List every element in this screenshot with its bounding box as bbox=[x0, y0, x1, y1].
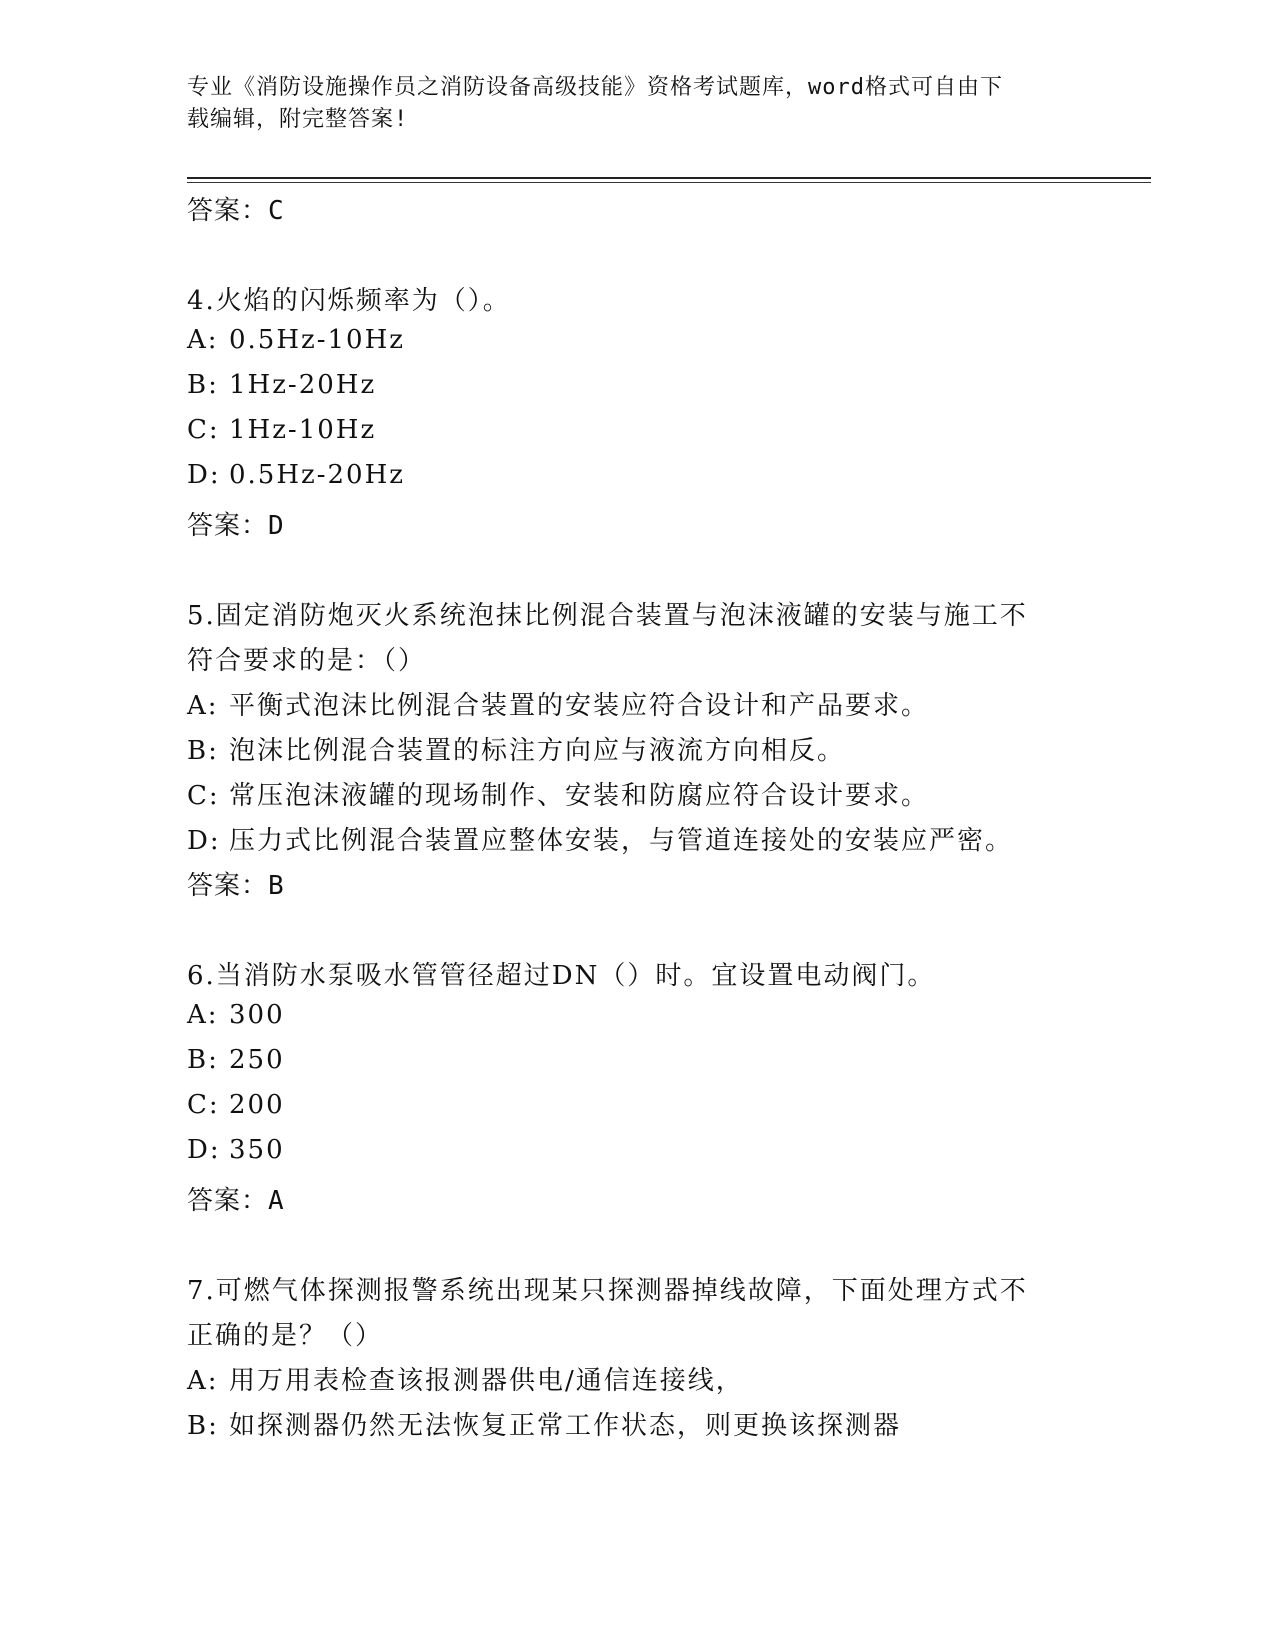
question-5-stem-line-1: 5.固定消防炮灭火系统泡抹比例混合装置与泡沫液罐的安装与施工不 bbox=[187, 601, 1028, 631]
question-5-option-b bbox=[187, 730, 845, 767]
option-label: B: bbox=[187, 736, 219, 766]
option-text: 1Hz-10Hz bbox=[229, 415, 377, 445]
header-line-1: 专业《消防设施操作员之消防设备高级技能》资格考试题库，word格式可自由下 bbox=[187, 75, 1003, 100]
question-4-stem: 4.火焰的闪烁频率为（）。 bbox=[187, 286, 511, 316]
option-label: B: bbox=[187, 1045, 219, 1075]
option-label: A: bbox=[187, 691, 219, 721]
option-label: A: bbox=[187, 1000, 219, 1030]
question-7-stem-line-1: 7.可燃气体探测报警系统出现某只探测器掉线故障，下面处理方式不 bbox=[187, 1276, 1028, 1306]
question-4-option-d bbox=[187, 460, 405, 490]
option-text: 用万用表检查该报测器供电/通信连接线， bbox=[229, 1366, 744, 1396]
option-text: 200 bbox=[229, 1090, 285, 1120]
option-label: C: bbox=[187, 1090, 220, 1120]
header-line-2: 载编辑，附完整答案! bbox=[187, 107, 409, 132]
option-label: D: bbox=[187, 460, 221, 490]
option-text: 0.5Hz-10Hz bbox=[229, 325, 405, 355]
option-label: C: bbox=[187, 415, 220, 445]
question-6-option-b bbox=[187, 1045, 285, 1075]
option-text: 300 bbox=[229, 1000, 285, 1030]
option-text: 350 bbox=[229, 1135, 285, 1165]
option-label: C: bbox=[187, 781, 220, 811]
option-text: 250 bbox=[229, 1045, 285, 1075]
question-4-option-b bbox=[187, 370, 376, 400]
question-5-option-d bbox=[187, 820, 1013, 857]
question-5-answer: 答案：B bbox=[187, 871, 285, 901]
option-text: 1Hz-20Hz bbox=[229, 370, 377, 400]
question-5-stem-line-2: 符合要求的是：（） bbox=[187, 646, 427, 676]
option-label: A: bbox=[187, 1366, 219, 1396]
question-7-option-b bbox=[187, 1405, 901, 1442]
option-text: 如探测器仍然无法恢复正常工作状态，则更换该探测器 bbox=[229, 1411, 902, 1441]
option-text: 泡沫比例混合装置的标注方向应与液流方向相反。 bbox=[229, 736, 846, 766]
question-6-answer: 答案：A bbox=[187, 1186, 285, 1216]
question-4-option-c bbox=[187, 415, 376, 445]
option-text: 0.5Hz-20Hz bbox=[229, 460, 405, 490]
question-6-stem: 6.当消防水泵吸水管管径超过DN（）时。宜设置电动阀门。 bbox=[187, 961, 936, 991]
option-label: D: bbox=[187, 1135, 221, 1165]
option-text: 常压泡沫液罐的现场制作、安装和防腐应符合设计要求。 bbox=[229, 781, 930, 811]
question-5-option-a bbox=[187, 685, 929, 722]
header-rule-thin bbox=[187, 182, 1151, 183]
option-label: D: bbox=[187, 826, 221, 856]
option-label: B: bbox=[187, 370, 219, 400]
option-text: 压力式比例混合装置应整体安装，与管道连接处的安装应严密。 bbox=[229, 826, 1014, 856]
question-6-option-c bbox=[187, 1090, 285, 1120]
question-6-option-d bbox=[187, 1135, 285, 1165]
option-text: 平衡式泡沫比例混合装置的安装应符合设计和产品要求。 bbox=[229, 691, 930, 721]
option-label: A: bbox=[187, 325, 219, 355]
question-4-option-a bbox=[187, 325, 405, 355]
header-rule-thick bbox=[187, 177, 1151, 179]
previous-answer: 答案：C bbox=[187, 196, 285, 226]
question-7-option-a bbox=[187, 1360, 744, 1397]
question-5-option-c bbox=[187, 775, 929, 812]
option-label: B: bbox=[187, 1411, 219, 1441]
question-4-answer: 答案：D bbox=[187, 511, 285, 541]
question-6-option-a bbox=[187, 1000, 285, 1030]
question-7-stem-line-2: 正确的是？（） bbox=[187, 1321, 384, 1351]
page-header bbox=[187, 72, 1067, 136]
